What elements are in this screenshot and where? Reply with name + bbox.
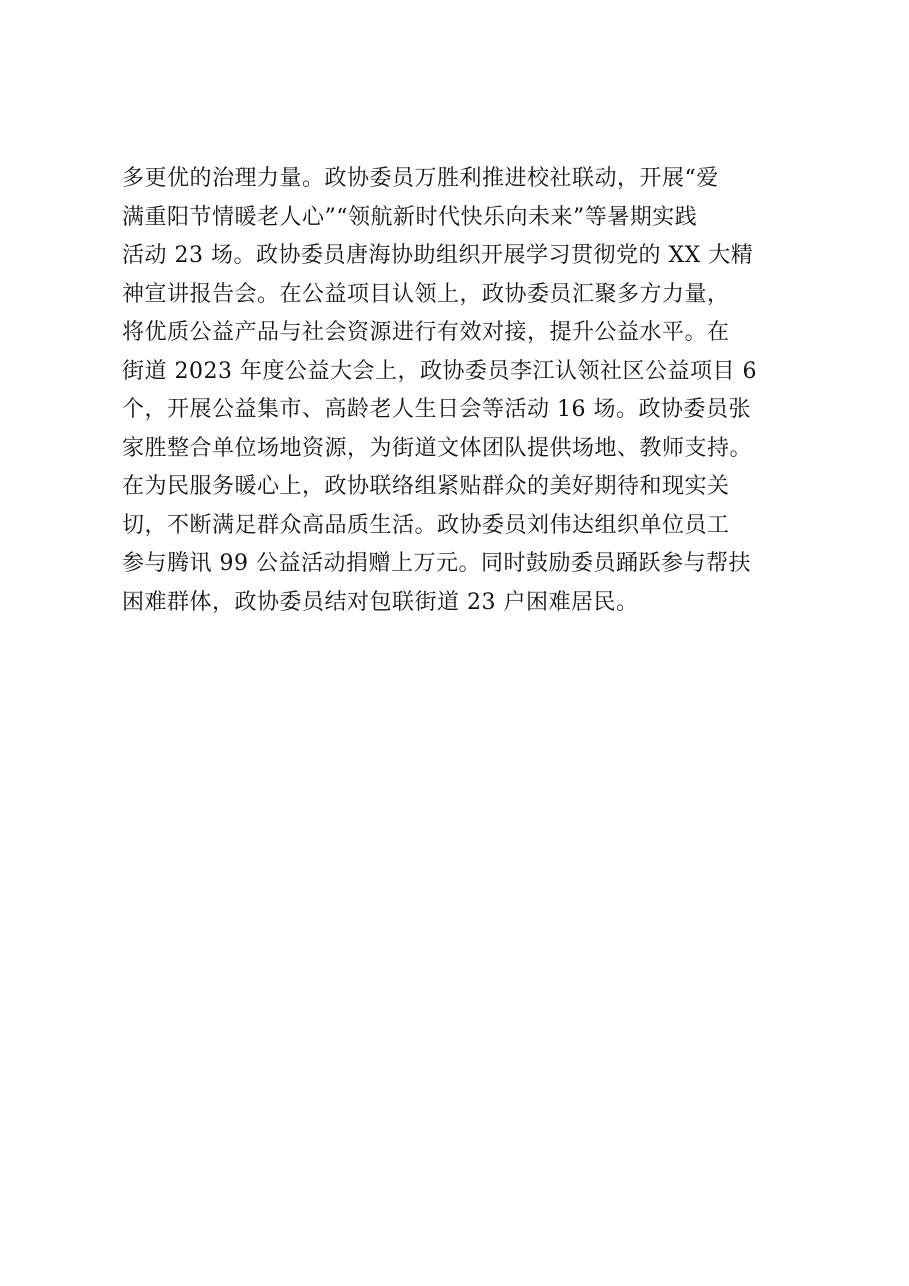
- text-line-11: 参与腾讯 99 公益活动捐赠上万元。同时鼓励委员踊跃参与帮扶: [122, 551, 751, 576]
- text-line-9: 在为民服务暖心上，政协联络组紧贴群众的美好期待和现实关: [122, 474, 730, 499]
- text-line-12: 困难群体，政协委员结对包联街道 23 户困难居民。: [122, 589, 639, 615]
- text-line-5: 将优质公益产品与社会资源进行有效对接，提升公益水平。在: [122, 320, 730, 345]
- text-line-6: 街道 2023 年度公益大会上，政协委员李江认领社区公益项目 6: [122, 358, 757, 384]
- text-line-3: 活动 23 场。政协委员唐海协助组织开展学习贯彻党的 XX 大精: [122, 243, 754, 268]
- text-line-2: 满重阳节情暖老人心”“领航新时代快乐向未来”等暑期实践: [122, 204, 698, 230]
- body-paragraph: [122, 160, 822, 622]
- text-line-1: 多更优的治理力量。政协委员万胜利推进校社联动，开展“爱: [122, 166, 719, 191]
- text-line-7: 个，开展公益集市、高龄老人生日会等活动 16 场。政协委员张: [122, 397, 751, 422]
- text-line-10: 切，不断满足群众高品质生活。政协委员刘伟达组织单位员工: [122, 512, 730, 538]
- text-line-8: 家胜整合单位场地资源，为街道文体团队提供场地、教师支持。: [122, 435, 753, 461]
- text-line-4: 神宣讲报告会。在公益项目认领上，政协委员汇聚多方力量，: [122, 281, 730, 307]
